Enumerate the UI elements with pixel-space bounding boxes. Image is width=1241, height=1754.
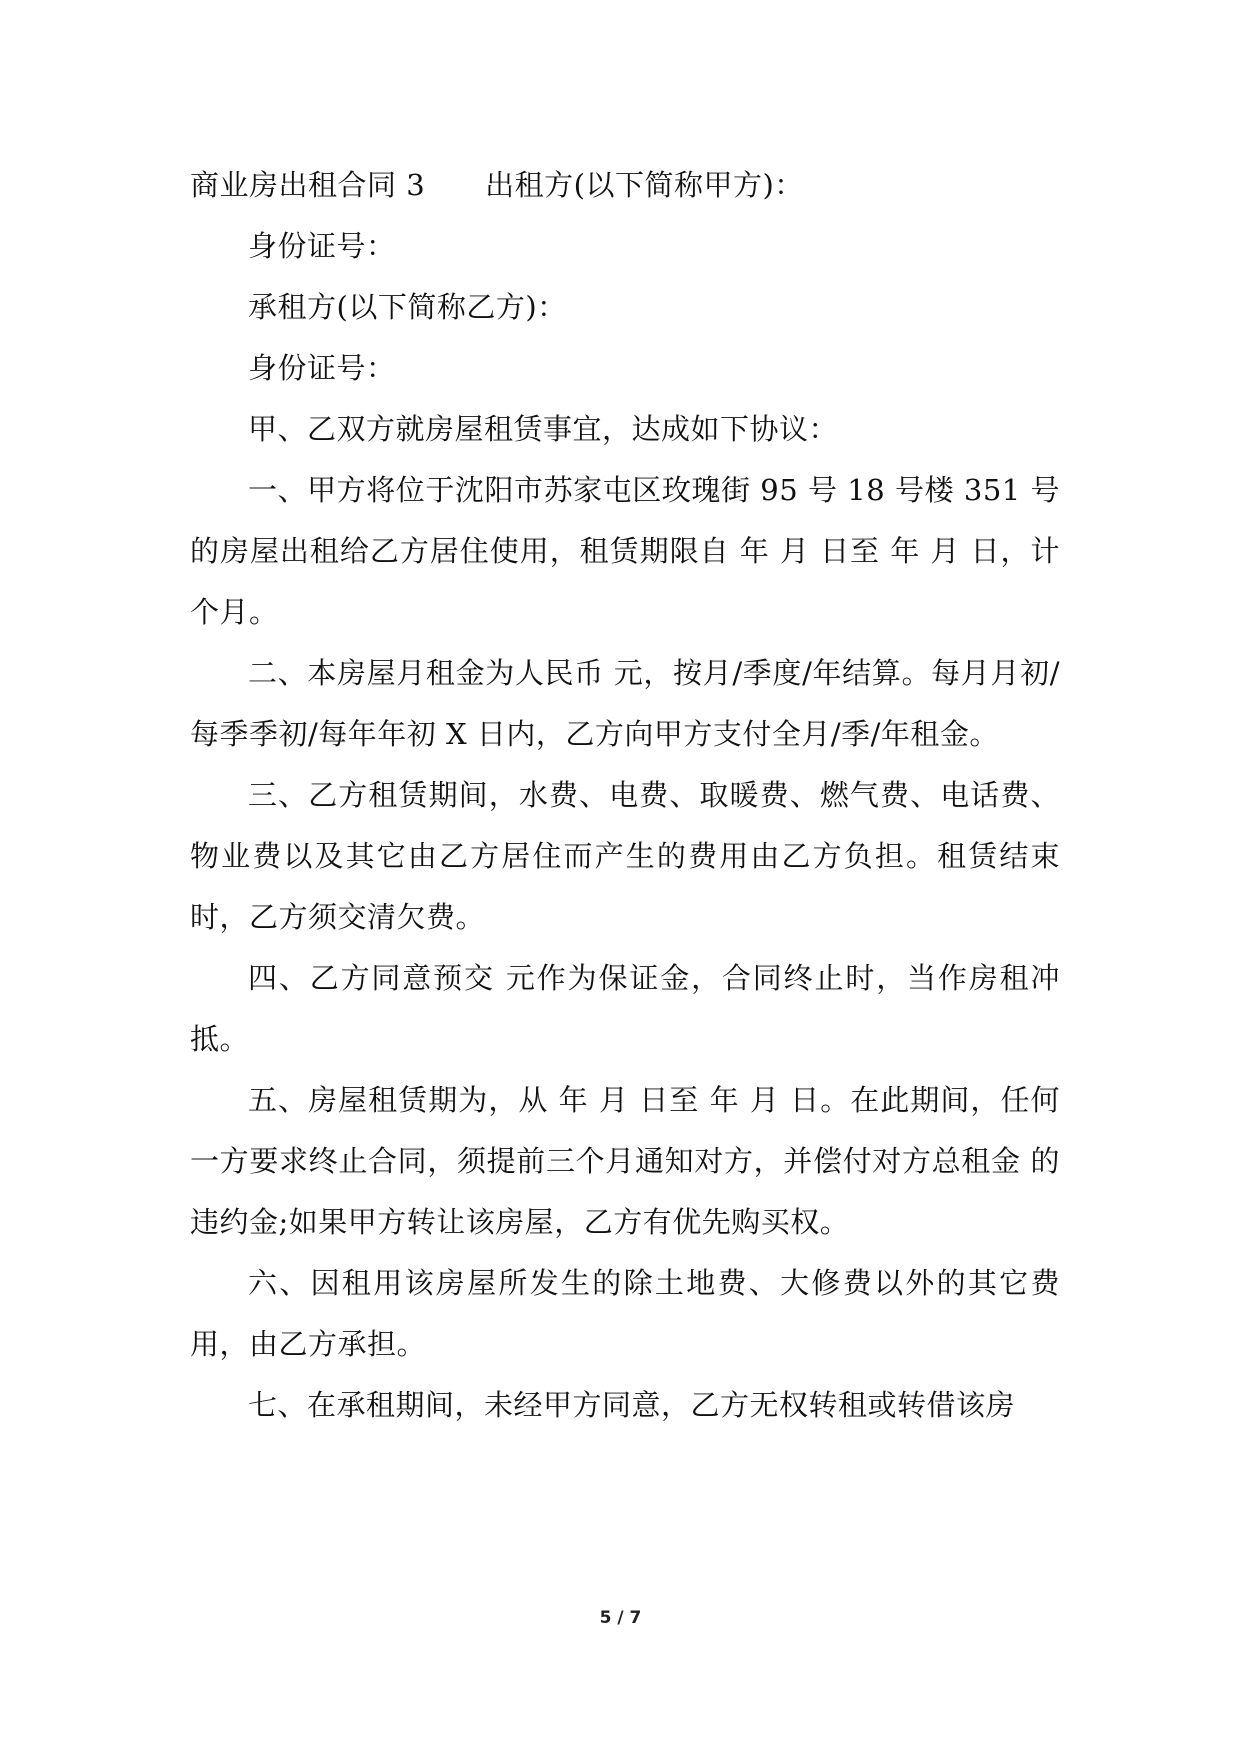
clause-4: 四、乙方同意预交 元作为保证金，合同终止时，当作房租冲抵。: [190, 961, 1060, 1056]
document-body: [190, 155, 1060, 1436]
agreement-intro: 甲、乙双方就房屋租赁事宜，达成如下协议：: [248, 412, 839, 446]
clause-6: 六、因租用该房屋所发生的除土地费、大修费以外的其它费用，由乙方承担。: [190, 1266, 1060, 1361]
clause-1: 一、甲方将位于沈阳市苏家屯区玫瑰街 95 号 18 号楼 351 号的房屋出租给乙方居住使用，租赁期限自 年 月 日至 年 月 日，计 个月。: [190, 473, 1060, 629]
lessor-label: 出租方(以下简称甲方)：: [485, 168, 804, 202]
lessor-id-line: 身份证号：: [248, 229, 396, 263]
lessee-id-line: 身份证号：: [248, 351, 396, 385]
clause-7: 七、在承租期间，未经甲方同意，乙方无权转租或转借该房: [248, 1388, 1016, 1422]
document-heading: 商业房出租合同 3: [190, 168, 426, 202]
clause-5: 五、房屋租赁期为，从 年 月 日至 年 月 日。在此期间，任何一方要求终止合同，须提前三个月通知对方，并偿付对方总租金 的违约金;如果甲方转让该房屋，乙方有优先购买权。: [190, 1083, 1060, 1239]
clause-3: 三、乙方租赁期间，水费、电费、取暖费、燃气费、电话费、物业费以及其它由乙方居住而产生的费用由乙方负担。租赁结束时，乙方须交清欠费。: [190, 778, 1060, 934]
first-line: [190, 155, 1060, 216]
page-number: 5 / 7: [599, 1608, 642, 1628]
lessee-label-line: 承租方(以下简称乙方)：: [248, 290, 567, 324]
clause-2: 二、本房屋月租金为人民币 元，按月/季度/年结算。每月月初/每季季初/每年年初 X 日内，乙方向甲方支付全月/季/年租金。: [190, 656, 1060, 751]
